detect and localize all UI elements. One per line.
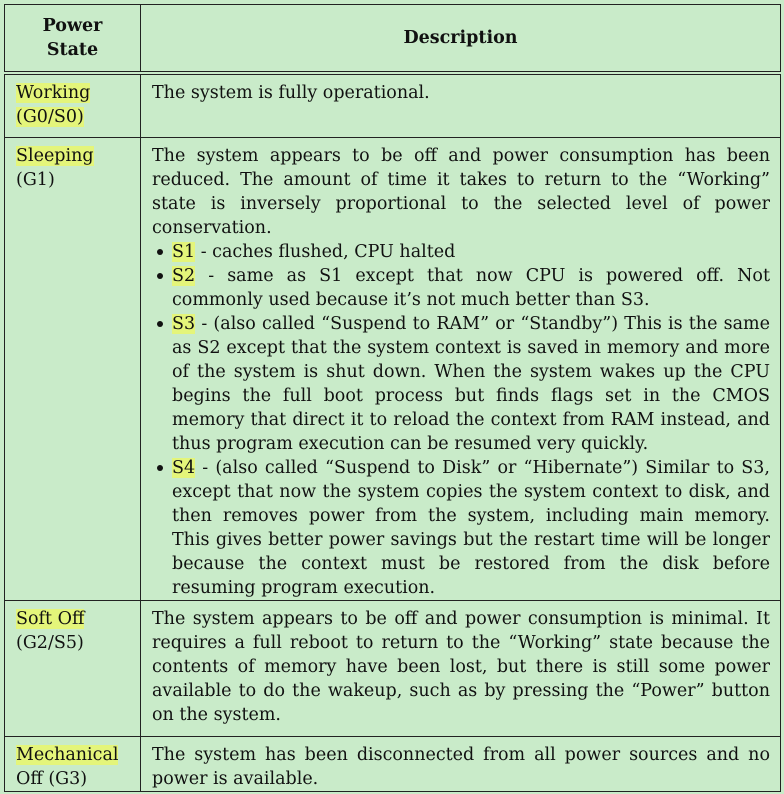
sleep-state-text: - same as S1 except that now CPU is powered off. Not commonly used because it’s not much better than S3. bbox=[172, 265, 770, 310]
sleep-state-key: S2 bbox=[172, 265, 196, 286]
state-name-highlight: Sleeping bbox=[16, 145, 94, 166]
state-cell-mechanical-off bbox=[5, 736, 141, 791]
state-name-highlight: Working bbox=[16, 83, 91, 103]
header-power-state: Power State bbox=[5, 5, 141, 74]
sleep-state-text: - (also called “Suspend to RAM” or “Standby”) This is the same as S2 except that the system context is saved in memory and more of the system is shut down. When the system wakes up the CPU begins the full boot process but finds flags set in the CMOS memory that direct it to reload the context from RAM instead, and thus program execution can be resumed very quickly. bbox=[172, 313, 770, 454]
table-row bbox=[5, 736, 781, 791]
sleep-state-key: S3 bbox=[172, 313, 196, 334]
power-states-table bbox=[4, 4, 781, 792]
state-code: (G2/S5) bbox=[16, 632, 84, 653]
state-cell-working bbox=[5, 73, 141, 137]
state-code-highlight: (G0/S0) bbox=[16, 107, 84, 127]
table-header-row bbox=[5, 5, 781, 74]
description-cell-soft-off bbox=[141, 600, 781, 736]
power-states-table-container bbox=[4, 4, 780, 790]
list-item-s3 bbox=[172, 312, 770, 456]
list-item-s2 bbox=[172, 264, 770, 312]
table-row bbox=[5, 600, 781, 736]
sleep-state-key: S1 bbox=[172, 241, 196, 262]
description-cell-sleeping bbox=[141, 137, 781, 600]
description-text: The system has been disconnected from all power sources and no power is available. bbox=[152, 744, 770, 789]
description-cell-working bbox=[141, 73, 781, 137]
description-text: The system is fully operational. bbox=[152, 83, 430, 103]
list-item-s1 bbox=[172, 240, 770, 264]
description-text: The system appears to be off and power consumption is minimal. It requires a full reboot to return to the “Working” state because the contents of memory have been lost, but there is still some power available to do the wakeup, such as by pressing the “Power” button on the system. bbox=[152, 608, 770, 725]
state-cell-soft-off bbox=[5, 600, 141, 736]
header-description: Description bbox=[141, 5, 781, 74]
state-cell-sleeping bbox=[5, 137, 141, 600]
state-code: (G1) bbox=[16, 169, 55, 190]
sleep-state-text: - (also called “Suspend to Disk” or “Hibernate”) Similar to S3, except that now the system copies the system context to disk, and then removes power from the system, including main memory. This gives better power savings but the restart time will be longer because the context must be restored from the disk before resuming program execution. bbox=[172, 457, 770, 598]
state-name-highlight: Soft Off bbox=[16, 608, 85, 629]
sleep-states-list bbox=[152, 240, 770, 600]
description-text: The system appears to be off and power consumption has been reduced. The amount of time it takes to return to the “Working” state is inversely proportional to the selected level of power conservation. bbox=[152, 145, 770, 238]
description-cell-mechanical-off bbox=[141, 736, 781, 791]
sleep-state-text: - caches flushed, CPU halted bbox=[195, 241, 456, 262]
sleep-state-key: S4 bbox=[172, 457, 196, 478]
state-name-highlight: Mechanical bbox=[16, 744, 119, 765]
table-row bbox=[5, 73, 781, 137]
table-row bbox=[5, 137, 781, 600]
list-item-s4 bbox=[172, 456, 770, 600]
state-code: Off (G3) bbox=[16, 768, 88, 789]
